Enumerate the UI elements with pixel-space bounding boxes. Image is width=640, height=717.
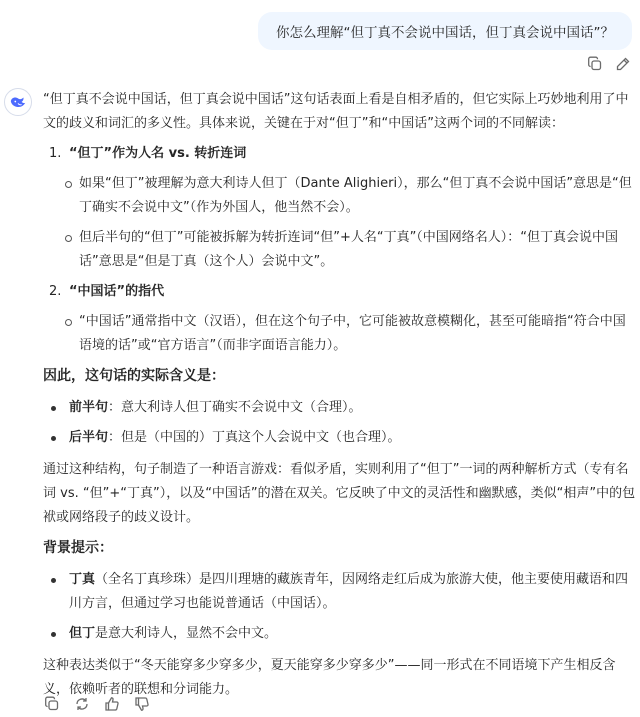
list-number: 1. (49, 146, 62, 161)
assistant-message-actions (43, 695, 151, 713)
bullet-icon (65, 226, 79, 274)
list-item (65, 172, 638, 220)
item-bold: 丁真 (69, 572, 96, 587)
list-item (65, 226, 638, 274)
list-title: “但丁”作为人名 vs. 转折连词 (69, 146, 247, 161)
thumbs-up-icon[interactable] (103, 695, 121, 713)
item-text: （全名丁真珍珠）是四川理塘的藏族青年，因网络走红后成为旅游大使，他主要使用藏语和四川方言，但通过学习也能说普通话（中国话）。 (69, 572, 629, 611)
list-item (65, 310, 638, 358)
list-item (43, 396, 638, 420)
bullet-icon (65, 172, 79, 220)
user-message-bubble (258, 12, 632, 50)
list-item (43, 426, 638, 450)
points-list (43, 142, 638, 358)
copy-icon[interactable] (43, 695, 61, 713)
bullet-icon (43, 568, 69, 616)
bullet-icon (43, 396, 69, 420)
bullet-icon (65, 310, 79, 358)
edit-icon[interactable] (614, 55, 632, 73)
whale-logo-icon (4, 88, 32, 116)
list-item (43, 622, 638, 646)
assistant-answer (43, 88, 638, 702)
list-item (43, 280, 638, 304)
intro-paragraph: “但丁真不会说中国话，但丁真会说中国话”这句话表面上看是自相矛盾的，但它实际上巧妙地利用了中文的歧义和词汇的多义性。具体来说，关键在于对“但丁”和“中国话”这两个词的不同解读： (43, 92, 629, 131)
meaning-heading: 因此，这句话的实际含义是： (43, 368, 225, 384)
list-item (43, 568, 638, 616)
copy-icon[interactable] (586, 55, 604, 73)
bullet-icon (43, 622, 69, 646)
item-text: ：但是（中国的）丁真这个人会说中文（也合理）。 (108, 430, 401, 445)
explanation-paragraph: 通过这种结构，句子制造了一种语言游戏：看似矛盾，实则利用了“但丁”一词的两种解析方式（专有名词 vs. “但”+“丁真”），以及“中国话”的潜在双关。它反映了中文的灵活性和幽默感，类似“相声”中的包袱或网络段子的歧义设计。 (43, 462, 636, 525)
item-bold: 但丁 (69, 626, 96, 641)
bullet-icon (43, 426, 69, 450)
regenerate-icon[interactable] (73, 695, 91, 713)
item-text: 是意大利诗人，显然不会中文。 (95, 626, 278, 641)
sub-item-text: 如果“但丁”被理解为意大利诗人但丁（Dante Alighieri），那么“但丁真不会说中国话”意思是“但丁确实不会说中文”（作为外国人，他当然不会）。 (79, 176, 632, 215)
background-list (43, 568, 638, 646)
background-heading: 背景提示： (43, 540, 113, 556)
sub-item-text: “中国话”通常指中文（汉语），但在这个句子中，它可能被故意模糊化，甚至可能暗指“符合中国语境的话”或“官方语言”（而非字面语言能力）。 (79, 314, 626, 353)
thumbs-down-icon[interactable] (133, 695, 151, 713)
sub-list (65, 310, 638, 358)
sub-item-text: 但后半句的“但丁”可能被拆解为转折连词“但”+人名“丁真”（中国网络名人）：“但丁真会说中国话”意思是“但是丁真（这个人）会说中文”。 (79, 230, 619, 269)
list-number: 2. (49, 284, 62, 299)
list-item (43, 142, 638, 166)
item-text: ：意大利诗人但丁确实不会说中文（合理）。 (108, 400, 362, 415)
sub-list (65, 172, 638, 274)
user-message-text: 你怎么理解“但丁真不会说中国话，但丁真会说中国话”？ (276, 25, 614, 41)
closing-paragraph: 这种表达类似于“冬天能穿多少穿多少，夏天能穿多少穿多少”——同一形式在不同语境下产生相反含义，依赖听者的联想和分词能力。 (43, 658, 616, 697)
user-message-actions (586, 55, 632, 73)
item-bold: 后半句 (69, 430, 109, 445)
item-bold: 前半句 (69, 400, 109, 415)
meaning-list (43, 396, 638, 450)
list-title: “中国话”的指代 (69, 284, 165, 299)
